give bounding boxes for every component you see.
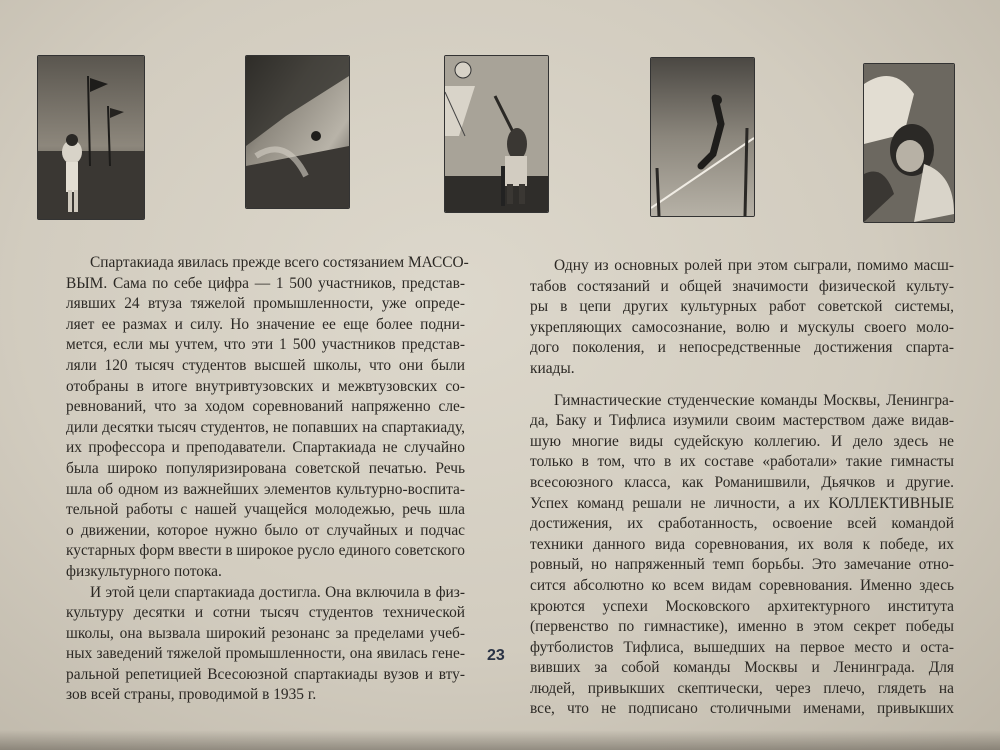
text-line: лявших 24 втуза тяжелой промышленности, уже опреде- [66, 295, 465, 313]
text-line: все, что не подписано столичными именами, привыкших [530, 700, 954, 718]
text-line: кроются успехи Московского архитектурного института [530, 597, 954, 615]
photo-ball-sky-image [246, 56, 349, 208]
text-line: их профессора и преподаватели. Спартакиада не случайно [66, 439, 465, 457]
page-shadow [0, 730, 1000, 750]
page-number: 23 [487, 647, 505, 664]
text-line: ры в цепи других культурных работ советской системы, [530, 298, 954, 316]
photo-athlete-flags [38, 56, 144, 219]
text-line: вивших за собой команды Москвы и Ленинграда. Для [530, 659, 954, 677]
left-paragraph-2 [66, 583, 465, 707]
text-line: всесоюзного класса, как Романишвили, Дьячков и другие. [530, 473, 954, 491]
left-paragraph-1 [66, 253, 469, 583]
text-line: И этой цели спартакиада достигла. Она включила в физ- [90, 583, 465, 601]
text-line: только в том, что в их составе «работали» такие гимнасты [530, 453, 954, 471]
text-line: людей, привыкших скептически, через плечо, глядеть на [530, 679, 954, 697]
text-line: ных заведений тяжелой промышленности, она явилась гене- [66, 645, 465, 663]
photo-athlete-flags-image [38, 56, 144, 219]
photo-athlete-closeup [864, 64, 954, 222]
text-line: кустарных форм ввести в широкое русло единого советского [66, 542, 465, 560]
text-line: физкультурного потока. [66, 562, 222, 580]
text-line: школы, она вызвала широкий резонанс за пределами учеб- [66, 624, 465, 642]
text-line: киады. [530, 359, 575, 377]
text-line: шла об одном из важнейших элементов культурно-воспита- [66, 480, 465, 498]
text-line: ляет ее размах и силу. Но значение ее еще более подни- [66, 315, 465, 333]
left-column [66, 253, 469, 706]
right-paragraph-2 [530, 391, 954, 721]
text-line: мется, если мы учтем, что эти 1 500 участников представ- [66, 336, 465, 354]
text-line: Одну из основных ролей при этом сыграли, помимо масш- [554, 257, 954, 274]
text-line: Спартакиада явилась прежде всего состязанием МАССО- [90, 254, 469, 271]
text-line: табов состязаний и общей значимости физической культу- [530, 277, 954, 295]
text-line: ляли 120 тысяч студентов высшей школы, что они были [66, 356, 465, 374]
text-line: Успех команд решали не личности, а их КОЛЛЕКТИВНЫЕ [530, 494, 954, 512]
text-line: дили десятки тысяч студентов, не попавших на спартакиаду, [66, 418, 465, 436]
text-line: да, Баку и Тифлиса изумили своим мастерством даже видав- [530, 412, 954, 430]
photo-athlete-closeup-image [864, 64, 954, 222]
photo-volleyball [445, 56, 548, 212]
text-line: зов всей страны, проводимой в 1935 г. [66, 686, 317, 704]
text-line: о движении, которое нужно было от случайных и подчас [66, 521, 465, 539]
text-line: культуру десятки и сотни тысяч студентов технической [66, 604, 465, 622]
photo-volleyball-image [445, 56, 548, 212]
text-line: сится абсолютно ко всем видам соревнования. Именно здесь [530, 576, 954, 594]
text-line: ревнований, что за ходом соревнований напряженно сле- [66, 398, 465, 416]
text-line: (первенство по гимнастике), именно в этом секрет победы [530, 618, 954, 636]
text-line: отобраны в итоге внутривтузовских и межвтузовских со- [66, 377, 465, 395]
text-line: Гимнастические студенческие команды Москвы, Ленингра- [554, 391, 954, 409]
text-line: ровный, но напряженный темп борьбы. Это замечание отно- [530, 556, 954, 574]
text-line: техники данного вида соревнования, их воля к победе, их [530, 535, 954, 553]
text-line: футболистов Тифлиса, вышедших на первое место и оста- [530, 638, 954, 656]
photo-ball-sky [246, 56, 349, 208]
text-line: укрепляющих самосознание, волю и мускулы своего моло- [530, 318, 954, 336]
photo-high-jump [651, 58, 754, 216]
text-line: была широко популяризирована советской печатью. Речь [66, 459, 465, 477]
right-paragraph-1 [530, 256, 954, 380]
text-line: тельной работы с нашей учащейся молодежью, речь шла [66, 501, 465, 519]
text-line: шую многие виды судейскую коллегию. И дело здесь не [530, 432, 954, 450]
text-line: дого поколения, и непосредственные достижения спарта- [530, 339, 954, 357]
photo-high-jump-image [651, 58, 754, 216]
right-column [530, 256, 954, 720]
text-line: достижения, их сработанность, освоение всей командой [530, 515, 954, 533]
text-line: ВЫМ. Сама по себе цифра — 1 500 участников, представ- [66, 274, 465, 292]
text-line: ральной репетицией Всесоюзной спартакиады вузов и вту- [66, 665, 465, 683]
